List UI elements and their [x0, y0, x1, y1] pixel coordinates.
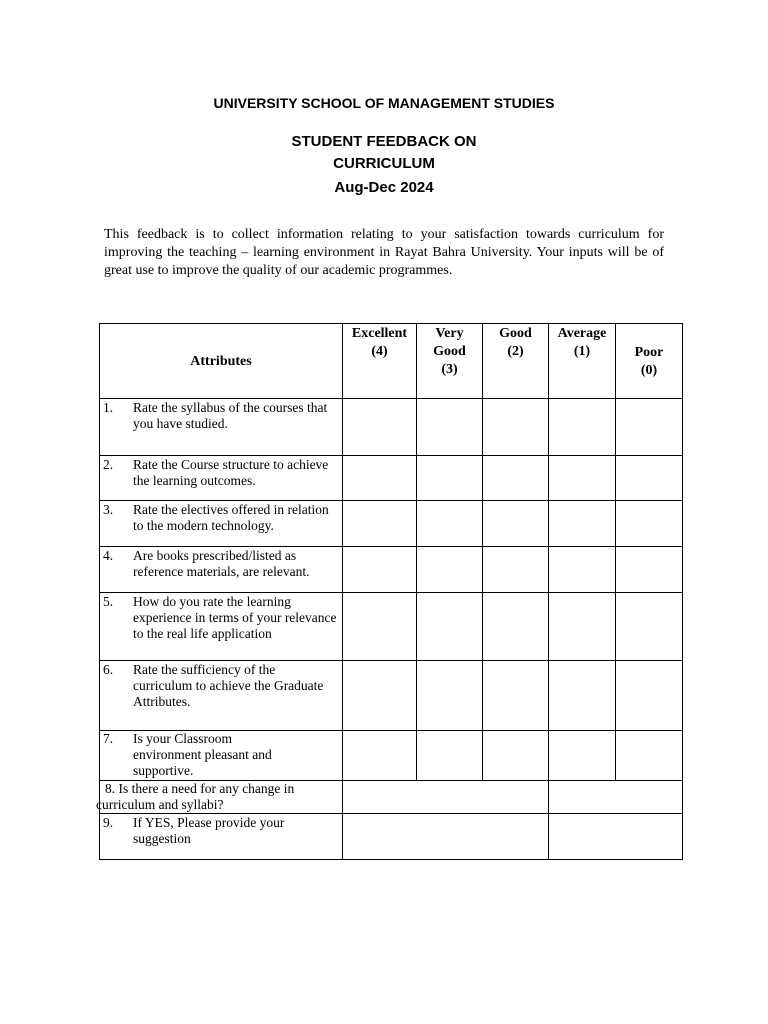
rating-cell[interactable] [417, 731, 483, 781]
question-number: 3. [103, 502, 114, 517]
rating-cell[interactable] [616, 501, 683, 547]
question-text: Rate the syllabus of the courses that you have studied. [133, 400, 328, 431]
question-text: How do you rate the learning experience in terms of your relevance to the real life application [133, 594, 337, 641]
table-row [100, 501, 683, 547]
rating-header-score: (3) [441, 362, 458, 377]
rating-header-label: Good [499, 326, 532, 341]
rating-cell[interactable] [483, 456, 549, 501]
rating-cell[interactable] [549, 547, 616, 593]
question-text-line: curriculum and syllabi? [96, 797, 224, 812]
table-row [100, 731, 683, 781]
rating-cell[interactable] [343, 661, 417, 731]
rating-cell[interactable] [549, 501, 616, 547]
rating-header-good [483, 324, 549, 399]
rating-cell[interactable] [483, 501, 549, 547]
question-cell [100, 593, 343, 661]
rating-cell[interactable] [616, 547, 683, 593]
feedback-table [96, 323, 683, 860]
question-cell [96, 781, 343, 814]
table-row [100, 661, 683, 731]
question-number: 1. [103, 400, 114, 415]
rating-cell[interactable] [343, 399, 417, 456]
rating-cell[interactable] [549, 661, 616, 731]
rating-header-score: (2) [507, 344, 524, 359]
rating-cell[interactable] [616, 593, 683, 661]
rating-cell[interactable] [417, 593, 483, 661]
question-cell [100, 731, 343, 781]
question-cell [100, 456, 343, 501]
table-row [100, 547, 683, 593]
question-number: 5. [103, 594, 114, 609]
rating-header-excellent [343, 324, 417, 399]
rating-cell[interactable] [549, 399, 616, 456]
rating-cell[interactable] [343, 593, 417, 661]
table-row-q9 [100, 814, 683, 860]
answer-cell-no[interactable] [549, 781, 683, 814]
question-cell [100, 399, 343, 456]
rating-header-score: (0) [640, 362, 658, 378]
question-number: 2. [103, 457, 114, 472]
rating-cell[interactable] [417, 501, 483, 547]
rating-cell[interactable] [616, 399, 683, 456]
rating-header-very-good [417, 324, 483, 399]
rating-header-score: (1) [573, 344, 591, 359]
question-cell [100, 661, 343, 731]
form-title-line-2: CURRICULUM [333, 155, 435, 172]
intro-paragraph: This feedback is to collect information relating to your satisfaction towards curriculum for improving the teaching – learning environment in Rayat Bahra University. Your inputs will be of great use to improve the quality of our academic programmes. [104, 227, 664, 278]
question-text: Rate the Course structure to achieve the learning outcomes. [133, 457, 329, 488]
table-row-q8 [100, 781, 683, 814]
question-number: 4. [103, 548, 114, 563]
rating-header-label: Average [557, 326, 607, 341]
rating-cell[interactable] [343, 731, 417, 781]
rating-header-average [549, 324, 616, 399]
rating-cell[interactable] [343, 456, 417, 501]
rating-cell[interactable] [549, 456, 616, 501]
question-text: Is your Classroom environment pleasant and supportive. [133, 731, 272, 778]
rating-header-score: (4) [371, 344, 388, 359]
rating-cell[interactable] [483, 399, 549, 456]
institution-heading: UNIVERSITY SCHOOL OF MANAGEMENT STUDIES [213, 95, 555, 111]
rating-cell[interactable] [483, 661, 549, 731]
rating-cell[interactable] [417, 456, 483, 501]
table-header-row [100, 324, 683, 399]
suggestion-cell-2[interactable] [549, 814, 683, 860]
form-term: Aug-Dec 2024 [334, 179, 434, 196]
rating-cell[interactable] [483, 547, 549, 593]
rating-header-label: Excellent [351, 326, 408, 341]
rating-cell[interactable] [549, 731, 616, 781]
rating-cell[interactable] [616, 661, 683, 731]
answer-cell-yes[interactable] [343, 781, 549, 814]
question-number: 6. [103, 662, 114, 677]
rating-cell[interactable] [549, 593, 616, 661]
question-text: Rate the electives offered in relation to the modern technology. [133, 502, 329, 533]
rating-cell[interactable] [417, 399, 483, 456]
rating-cell[interactable] [616, 456, 683, 501]
question-cell [100, 814, 343, 860]
table-row [100, 399, 683, 456]
rating-cell[interactable] [616, 731, 683, 781]
table-row [100, 456, 683, 501]
rating-cell[interactable] [483, 593, 549, 661]
question-text: Rate the sufficiency of the curriculum to achieve the Graduate Attributes. [133, 662, 324, 709]
rating-header-poor [616, 324, 683, 399]
question-text: Are books prescribed/listed as reference materials, are relevant. [133, 548, 310, 579]
table-row [100, 593, 683, 661]
question-number: 9. [103, 815, 114, 830]
rating-cell[interactable] [417, 661, 483, 731]
rating-header-label: Very Good [433, 326, 466, 359]
rating-header-label: Poor [634, 344, 664, 360]
rating-cell[interactable] [343, 547, 417, 593]
rating-cell[interactable] [483, 731, 549, 781]
suggestion-cell[interactable] [343, 814, 549, 860]
question-cell [100, 547, 343, 593]
attributes-header: Attributes [100, 324, 343, 399]
question-cell [100, 501, 343, 547]
question-number: 7. [103, 731, 114, 746]
rating-cell[interactable] [417, 547, 483, 593]
question-text-line: 8. Is there a need for any change in [105, 781, 295, 796]
rating-cell[interactable] [343, 501, 417, 547]
question-text: If YES, Please provide your suggestion [133, 815, 285, 846]
form-title-line-1: STUDENT FEEDBACK ON [291, 133, 477, 150]
